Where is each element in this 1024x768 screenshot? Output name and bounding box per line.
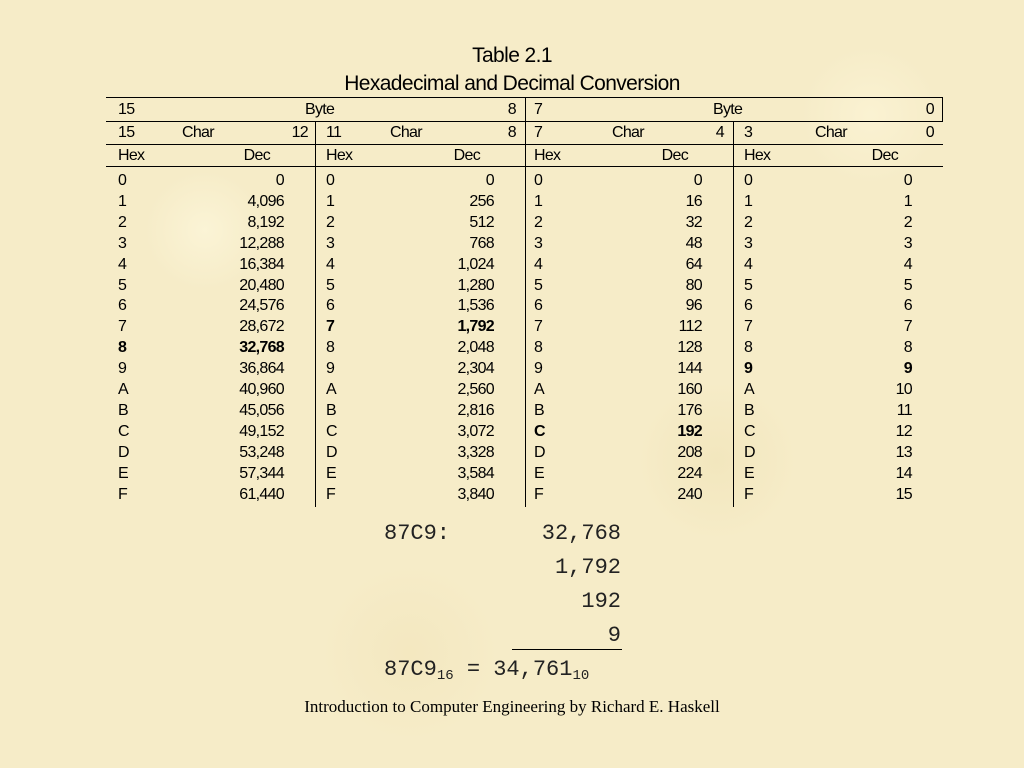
hex-digit-cell: D — [118, 443, 129, 461]
byte-high-left: 15 — [118, 101, 135, 118]
hex-digit-cell: 1 — [118, 192, 127, 210]
decimal-value-cell: 2 — [903, 213, 912, 231]
hex-digit-cell: 9 — [744, 360, 753, 378]
decimal-value-cell: 5 — [903, 276, 912, 294]
decimal-value-cell: 20,480 — [239, 276, 284, 294]
decimal-value-cell: 10 — [895, 381, 912, 398]
hex-digit-cell: 3 — [118, 234, 127, 252]
decimal-value-cell: 3,328 — [457, 443, 494, 461]
decimal-value-cell: 49,152 — [239, 422, 284, 440]
decimal-value-cell: 7 — [903, 318, 912, 336]
decimal-value-cell: 2,048 — [457, 339, 494, 357]
hex-digit-cell: 4 — [326, 255, 335, 273]
hex-digit-cell: 0 — [744, 172, 753, 189]
col-header-dec: Dec — [243, 147, 270, 164]
char-2-left: 11 — [326, 124, 342, 141]
hex-digit-cell: F — [326, 485, 336, 503]
byte-low-left: 7 — [534, 101, 543, 118]
hex-digit-cell: 2 — [744, 213, 753, 231]
hex-digit-cell: D — [326, 443, 337, 461]
hex-digit-cell: 3 — [326, 234, 335, 252]
decimal-value-cell: 61,440 — [239, 485, 284, 503]
hex-digit-cell: 3 — [534, 234, 543, 252]
hex-digit-cell: C — [744, 422, 755, 440]
hex-digit-cell: 2 — [326, 213, 335, 231]
hex-digit-cell: E — [534, 464, 544, 482]
hex-digit-cell: 4 — [744, 255, 753, 273]
hex-digit-cell: 8 — [534, 339, 543, 357]
hex-digit-cell: 4 — [534, 255, 543, 273]
char-4-right: 0 — [925, 124, 934, 141]
col-header-hex: Hex — [534, 147, 561, 164]
decimal-value-cell: 57,344 — [239, 464, 284, 482]
hex-digit-cell: 5 — [534, 276, 543, 294]
decimal-value-cell: 0 — [485, 172, 494, 189]
result-equals: = — [466, 657, 481, 682]
char-1-right: 12 — [291, 124, 308, 141]
decimal-value-cell: 3 — [903, 234, 912, 252]
byte-high-label: Byte — [305, 101, 335, 118]
decimal-value-cell: 16,384 — [239, 255, 284, 273]
hex-digit-cell: B — [326, 401, 336, 419]
char-2-label: Char — [390, 124, 422, 141]
decimal-value-cell: 1,536 — [457, 297, 494, 315]
hex-digit-cell: 1 — [326, 192, 335, 210]
hex-digit-cell: 1 — [744, 192, 753, 210]
decimal-value-cell: 2,304 — [457, 360, 494, 378]
hex-digit-cell: 3 — [744, 234, 753, 252]
hex-digit-cell: 6 — [326, 297, 335, 315]
hex-digit-cell: A — [326, 381, 336, 398]
decimal-value-cell: 4,096 — [247, 192, 284, 210]
hex-digit-cell: 7 — [744, 318, 753, 336]
decimal-value-cell: 1 — [903, 192, 912, 210]
hex-digit-cell: 0 — [326, 172, 335, 189]
hex-digit-cell: 5 — [118, 276, 127, 294]
decimal-value-cell: 12,288 — [239, 234, 284, 252]
decimal-value-cell: 4 — [903, 255, 912, 273]
hex-digit-cell: 4 — [118, 255, 127, 273]
decimal-value-cell: 112 — [678, 318, 702, 336]
hex-digit-cell: 0 — [118, 172, 127, 189]
hex-digit-cell: D — [534, 443, 545, 461]
char-1-label: Char — [182, 124, 214, 141]
decimal-value-cell: 176 — [677, 401, 702, 419]
decimal-value-cell: 208 — [677, 443, 702, 461]
hex-digit-cell: A — [534, 381, 544, 398]
result-dec: 34,761 — [493, 657, 573, 682]
decimal-value-cell: 16 — [685, 192, 702, 210]
decimal-value-cell: 224 — [677, 464, 702, 482]
decimal-value-cell: 256 — [469, 192, 494, 210]
hex-digit-cell: 6 — [744, 297, 753, 315]
col-header-dec: Dec — [453, 147, 480, 164]
table-divider-char-3 — [733, 121, 734, 507]
decimal-value-cell: 1,792 — [457, 318, 494, 336]
decimal-value-cell: 2,560 — [457, 381, 494, 398]
calc-sum-rule — [512, 649, 622, 650]
table-divider-char-1 — [315, 121, 316, 507]
char-1-left: 15 — [118, 124, 135, 141]
char-4-left: 3 — [744, 124, 753, 141]
decimal-value-cell: 768 — [469, 234, 494, 252]
col-header-hex: Hex — [326, 147, 353, 164]
calc-line: 32,768 — [541, 521, 621, 546]
calc-line: 9 — [607, 623, 621, 648]
char-3-label: Char — [612, 124, 644, 141]
decimal-value-cell: 48 — [685, 234, 702, 252]
decimal-value-cell: 32,768 — [239, 339, 284, 357]
decimal-value-cell: 45,056 — [239, 401, 284, 419]
hex-digit-cell: 2 — [534, 213, 543, 231]
conversion-table — [106, 97, 943, 507]
hex-digit-cell: F — [118, 485, 128, 503]
char-3-left: 7 — [534, 124, 543, 141]
hex-digit-cell: D — [744, 443, 755, 461]
byte-high-right: 8 — [507, 101, 516, 118]
decimal-value-cell: 24,576 — [239, 297, 284, 315]
hex-digit-cell: 9 — [534, 360, 543, 378]
decimal-value-cell: 64 — [685, 255, 702, 273]
decimal-value-cell: 12 — [895, 422, 912, 440]
table-number: Table 2.1 — [472, 44, 552, 67]
decimal-value-cell: 0 — [275, 172, 284, 189]
char-2-right: 8 — [507, 124, 516, 141]
calc-label: 87C9: — [384, 521, 451, 546]
decimal-value-cell: 8 — [903, 339, 912, 357]
hex-digit-cell: C — [326, 422, 337, 440]
decimal-value-cell: 8,192 — [247, 213, 284, 231]
hex-digit-cell: 8 — [118, 339, 127, 357]
decimal-value-cell: 240 — [677, 485, 702, 503]
col-header-hex: Hex — [744, 147, 771, 164]
hex-digit-cell: F — [534, 485, 544, 503]
decimal-value-cell: 0 — [693, 172, 702, 189]
decimal-value-cell: 11 — [896, 401, 912, 419]
decimal-value-cell: 2,816 — [457, 401, 494, 419]
hex-digit-cell: 5 — [744, 276, 753, 294]
hex-digit-cell: 9 — [118, 360, 127, 378]
decimal-value-cell: 15 — [895, 485, 912, 503]
decimal-value-cell: 6 — [903, 297, 912, 315]
char-3-right: 4 — [715, 124, 724, 141]
decimal-value-cell: 1,024 — [457, 255, 494, 273]
hex-digit-cell: 7 — [534, 318, 543, 336]
calc-result — [384, 657, 589, 689]
decimal-value-cell: 36,864 — [239, 360, 284, 378]
hex-digit-cell: A — [744, 381, 754, 398]
decimal-value-cell: 160 — [677, 381, 702, 398]
footer-credit: Introduction to Computer Engineering by Richard E. Haskell — [304, 697, 720, 716]
col-header-dec: Dec — [661, 147, 688, 164]
decimal-value-cell: 0 — [903, 172, 912, 189]
table-rule-right — [942, 97, 943, 121]
hex-digit-cell: C — [118, 422, 129, 440]
hex-digit-cell: A — [118, 381, 128, 398]
hex-digit-cell: 6 — [118, 297, 127, 315]
hex-digit-cell: C — [534, 422, 545, 440]
calc-line: 192 — [581, 589, 621, 614]
hex-digit-cell: 5 — [326, 276, 335, 294]
decimal-value-cell: 3,072 — [457, 422, 494, 440]
hex-digit-cell: B — [534, 401, 544, 419]
col-header-hex: Hex — [118, 147, 145, 164]
decimal-value-cell: 512 — [469, 213, 494, 231]
hex-digit-cell: 6 — [534, 297, 543, 315]
col-header-dec: Dec — [871, 147, 898, 164]
decimal-value-cell: 1,280 — [457, 276, 494, 294]
decimal-value-cell: 28,672 — [239, 318, 284, 336]
hex-digit-cell: 2 — [118, 213, 127, 231]
hex-digit-cell: E — [118, 464, 128, 482]
hex-digit-cell: 7 — [118, 318, 127, 336]
decimal-value-cell: 3,584 — [457, 464, 494, 482]
table-title: Hexadecimal and Decimal Conversion — [344, 72, 680, 95]
decimal-value-cell: 96 — [685, 297, 702, 315]
hex-digit-cell: 0 — [534, 172, 543, 189]
table-divider-byte — [525, 97, 526, 507]
decimal-value-cell: 128 — [677, 339, 702, 357]
decimal-value-cell: 80 — [685, 276, 702, 294]
byte-low-right: 0 — [925, 101, 934, 118]
decimal-value-cell: 192 — [677, 422, 702, 440]
hex-digit-cell: 1 — [534, 192, 543, 210]
char-4-label: Char — [815, 124, 847, 141]
calc-line: 1,792 — [554, 555, 621, 580]
hex-digit-cell: F — [744, 485, 754, 503]
hex-digit-cell: 9 — [326, 360, 335, 378]
decimal-value-cell: 9 — [903, 360, 912, 378]
decimal-value-cell: 53,248 — [239, 443, 284, 461]
decimal-value-cell: 144 — [677, 360, 702, 378]
hex-digit-cell: 8 — [744, 339, 753, 357]
decimal-value-cell: 3,840 — [457, 485, 494, 503]
hex-digit-cell: B — [118, 401, 128, 419]
result-dec-base: 10 — [572, 668, 590, 684]
hex-digit-cell: B — [744, 401, 754, 419]
hex-digit-cell: 7 — [326, 318, 335, 336]
decimal-value-cell: 40,960 — [239, 381, 284, 398]
result-hex: 87C9 — [384, 657, 437, 682]
hex-digit-cell: E — [326, 464, 336, 482]
result-hex-base: 16 — [436, 668, 454, 684]
decimal-value-cell: 32 — [685, 213, 702, 231]
decimal-value-cell: 14 — [895, 464, 912, 482]
hex-digit-cell: E — [744, 464, 754, 482]
byte-low-label: Byte — [713, 101, 743, 118]
decimal-value-cell: 13 — [895, 443, 912, 461]
hex-digit-cell: 8 — [326, 339, 335, 357]
